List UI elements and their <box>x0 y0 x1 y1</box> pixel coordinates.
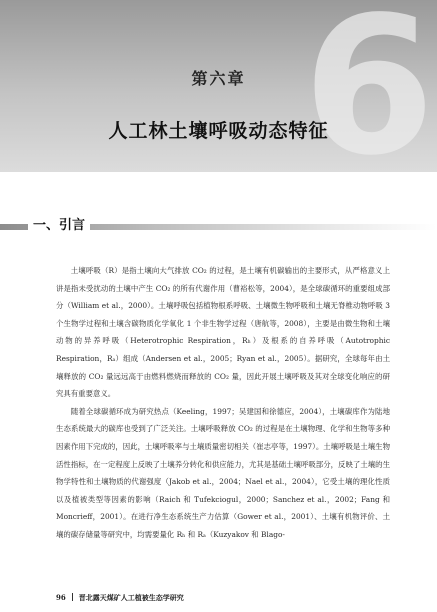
section-heading <box>0 212 437 238</box>
chapter-title: 人工林土壤呼吸动态特征 <box>108 120 329 142</box>
chapter-header <box>0 0 437 172</box>
page-number: 96 <box>56 593 66 602</box>
paragraph: 土壤呼吸（R）是指土壤向大气排放 CO₂ 的过程，是土壤有机碳输出的主要形式，从严格意义上讲是指未受扰动的土壤中产生 CO₂ 的所有代谢作用（曹裕松等，2004），是全球碳循环的重要组成部分（William et al.，2000）。土壤呼吸包括植物根系呼吸、土壤微生物呼吸和土壤无脊椎动物呼吸 3 个生物学过程和土壤含碳物质化学氧化 1 个非生物学过程（唐航等，2008），主要是由微生物和土壤动物的异养呼吸（Heterotrophic Respiration，Rₕ）及根系的自养呼吸（Autotrophic Respiration，Rₐ）组成（Andersen et al.，2005；Ryan et al.，2005）。据研究，全球每年由土壤释放的 CO₂ 量远远高于由燃料燃烧而释放的 CO₂ 量，因此开展土壤呼吸及其对全球变化响应的研究具有重要意义。 <box>56 266 390 399</box>
body-text <box>56 262 390 544</box>
section-title: 一、引言 <box>28 214 90 238</box>
chapter-label: 第六章 <box>191 69 246 88</box>
chapter-number-watermark: 6 <box>302 0 435 172</box>
page-footer <box>56 593 390 603</box>
book-title: 晋北露天煤矿人工植被生态学研究 <box>78 593 184 602</box>
footer-divider <box>72 593 73 601</box>
paragraph: 随着全球碳循环成为研究热点（Keeling，1997；吴建国和徐德应，2004），土壤碳库作为陆地生态系统最大的碳库也受到了广泛关注。土壤呼吸释放 CO₂ 的过程是在土壤物理、化学和生物等多种因素作用下完成的，因此，土壤呼吸率与土壤质量密切相关（崔志亭等，1997）。土壤呼吸是土壤生物活性指标，在一定程度上反映了土壤养分转化和供应能力，尤其是基础土壤呼吸部分，反映了土壤的生物学特性和土壤物质的代谢强度（Jakob et al.，2004；Nael et al.，2004），它受土壤的理化性质以及植被类型等因素的影响（Raich 和 Tufekciogul，2000；Sanchez et al.，2002；Fang 和 Moncrieff，2001）。在进行净生态系统生产力估算（Gower et al.，2001）、土壤有机物评价、土壤的碳存储量等研究中，均需要量化 Rₕ 和 Rₐ（Kuzyakov 和 Blago- <box>56 406 390 539</box>
